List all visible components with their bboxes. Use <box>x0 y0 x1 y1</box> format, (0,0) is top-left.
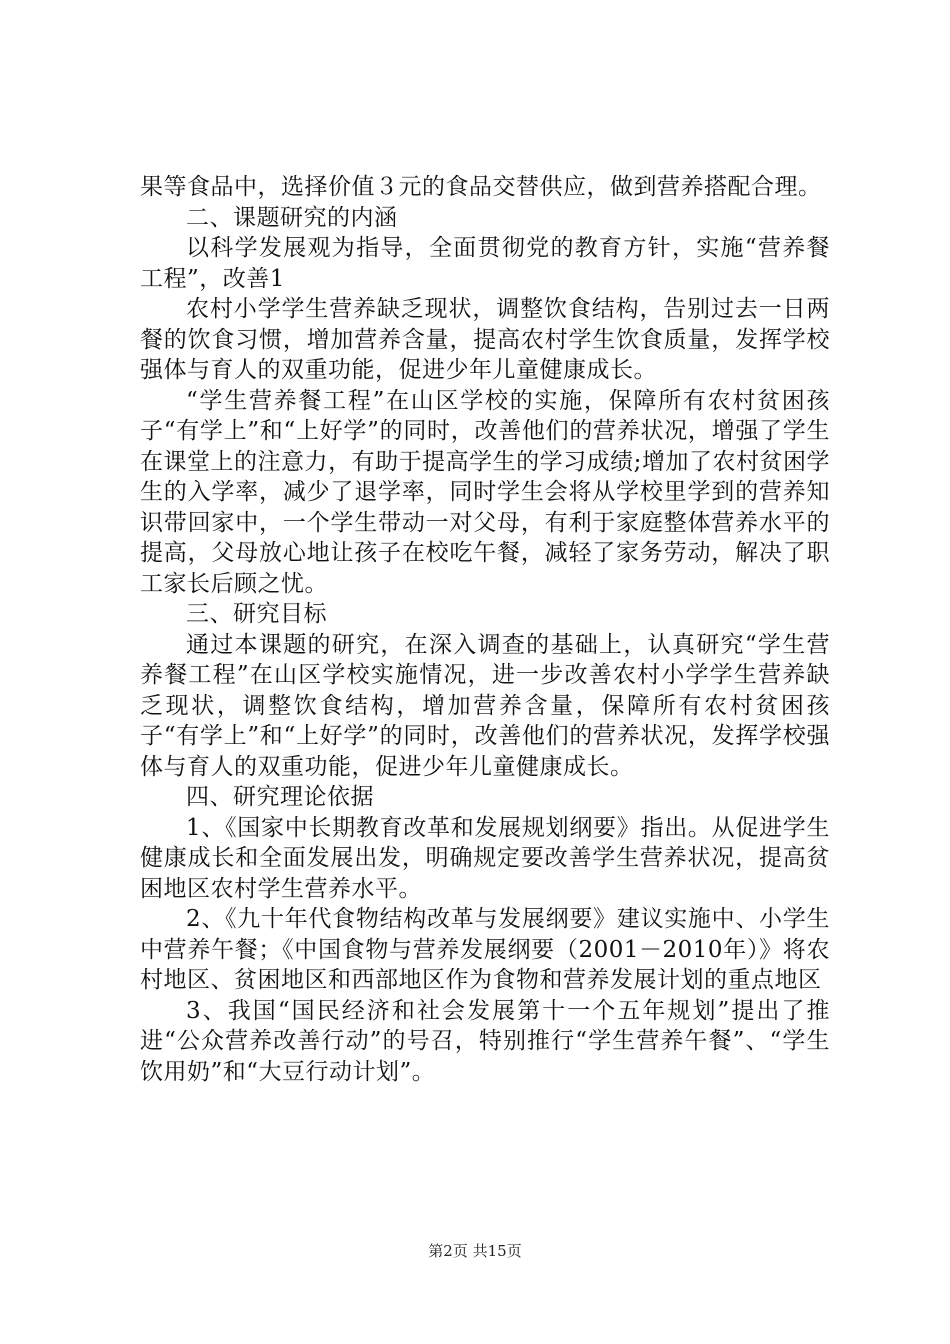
paragraph: 农村小学学生营养缺乏现状，调整饮食结构，告别过去一日两餐的饮食习惯，增加营养含量，提高农村学生饮食质量，发挥学校强体与育人的双重功能，促进少年儿童健康成长。 <box>140 296 830 383</box>
document-body <box>140 172 830 1087</box>
paragraph: 以科学发展观为指导，全面贯彻党的教育方针，实施“营养餐工程”，改善1 <box>140 235 830 292</box>
paragraph: 1、《国家中长期教育改革和发展规划纲要》指出。从促进学生健康成长和全面发展出发，明确规定要改善学生营养状况，提高贫困地区农村学生营养水平。 <box>140 814 830 902</box>
page-number-footer: 第2页 共15页 <box>428 1242 522 1260</box>
paragraph: 2、《九十年代食物结构改革与发展纲要》建议实施中、小学生中营养午餐；《中国食物与营养发展纲要（2001－2010年）》将农村地区、贫困地区和西部地区作为食物和营养发展计划的重点地区 <box>140 906 830 993</box>
paragraph: 果等食品中，选择价值３元的食品交替供应，做到营养搭配合理。 <box>140 174 822 200</box>
section-heading: 二、课题研究的内涵 <box>186 204 398 231</box>
section-heading: 四、研究理论依据 <box>186 784 374 810</box>
paragraph: 3、我国“国民经济和社会发展第十一个五年规划”提出了推进“公众营养改善行动”的号召，特别推行“学生营养午餐”、“学生饮用奶”和“大豆行动计划”。 <box>140 997 830 1085</box>
paragraph: 通过本课题的研究，在深入调查的基础上，认真研究“学生营养餐工程”在山区学校实施情况，进一步改善农村小学学生营养缺乏现状，调整饮食结构，增加营养含量，保障所有农村贫困孩子“有学上”和“上好学”的同时，改善他们的营养状况，发挥学校强体与育人的双重功能，促进少年儿童健康成长。 <box>140 631 830 780</box>
paragraph: “学生营养餐工程”在山区学校的实施，保障所有农村贫困孩子“有学上”和“上好学”的同时，改善他们的营养状况，增强了学生在课堂上的注意力，有助于提高学生的学习成绩;增加了农村贫困学生的入学率，减少了退学率，同时学生会将从学校里学到的营养知识带回家中，一个学生带动一对父母，有利于家庭整体营养水平的提高，父母放心地让孩子在校吃午餐，减轻了家务劳动，解决了职工家长后顾之忧。 <box>140 387 830 597</box>
section-heading: 三、研究目标 <box>186 601 327 627</box>
